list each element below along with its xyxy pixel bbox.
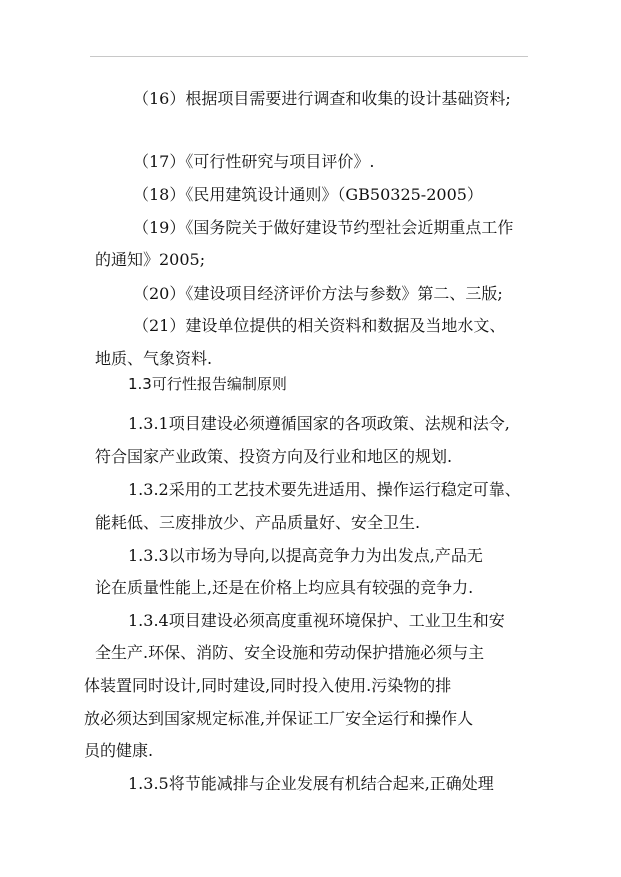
paragraph-1-3-2: 1.3.2采用的工艺技术要先进适用、操作运行稳定可靠、 [128,480,521,499]
paragraph-1-3-2-cont: 能耗低、三废排放少、产品质量好、安全卫生. [95,513,421,532]
list-item-21-cont: 地质、气象资料. [95,349,213,368]
paragraph-1-3-4-cont-3: 放必须达到国家规定标准,并保证工厂安全运行和操作人 [84,709,474,728]
paragraph-1-3-1: 1.3.1项目建设必须遵循国家的各项政策、法规和法令, [128,414,510,433]
list-item-16: （16）根据项目需要进行调查和收集的设计基础资料; [133,89,511,108]
list-item-19-cont: 的通知》2005; [95,250,206,269]
paragraph-1-3-4-cont-4: 员的健康. [84,741,154,760]
list-item-20: （20）《建设项目经济评价方法与参数》第二、三版; [133,284,503,303]
header-rule [90,56,528,57]
paragraph-1-3-3-cont: 论在质量性能上,还是在价格上均应具有较强的竞争力. [95,578,474,597]
list-item-21: （21）建设单位提供的相关资料和数据及当地水文、 [133,316,506,335]
list-item-18: （18）《民用建筑设计通则》（GB50325-2005） [133,185,483,204]
paragraph-1-3-4: 1.3.4项目建设必须高度重视环境保护、工业卫生和安 [128,611,505,630]
section-heading-1-3: 1.3可行性报告编制原则 [128,375,287,393]
paragraph-1-3-1-cont: 符合国家产业政策、投资方向及行业和地区的规划. [95,447,453,466]
paragraph-1-3-4-cont-1: 全生产.环保、消防、安全设施和劳动保护措施必须与主 [95,643,485,662]
paragraph-1-3-3: 1.3.3以市场为导向,以提高竞争力为出发点,产品无 [128,546,483,565]
list-item-19: （19）《国务院关于做好建设节约型社会近期重点工作 [133,218,514,237]
list-item-17: （17）《可行性研究与项目评价》. [133,152,375,171]
paragraph-1-3-5: 1.3.5将节能减排与企业发展有机结合起来,正确处理 [128,774,494,793]
paragraph-1-3-4-cont-2: 体装置同时设计,同时建设,同时投入使用.污染物的排 [84,676,452,695]
